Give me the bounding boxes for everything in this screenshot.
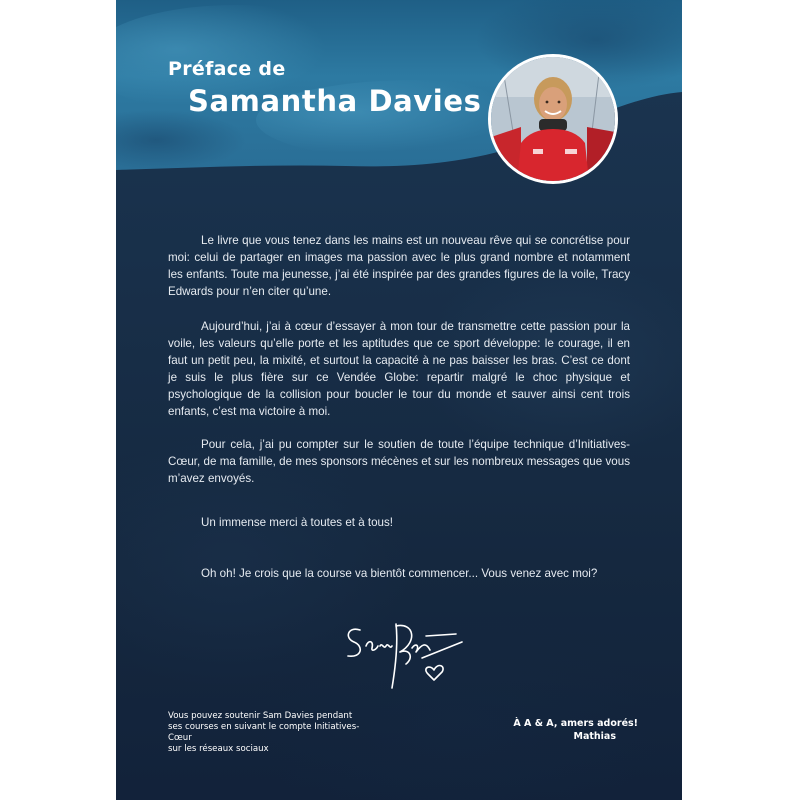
- preface-label: Préface de: [168, 58, 286, 80]
- paragraph-1: Le livre que vous tenez dans les mains est un nouveau rêve qui se concrétise pour moi: celui de partager en images ma passion avec le plus grand nombre et notamment les enfants. Toute ma jeunesse, j’ai été inspirée par des grandes figures de la voile, Tracy Edwards pour n’en citer qu’une.: [168, 234, 630, 298]
- support-note: Vous pouvez soutenir Sam Davies pendant ses courses en suivant le compte Initiatives-Cœur sur les réseaux sociaux: [168, 711, 360, 754]
- author-portrait: [488, 54, 618, 184]
- paragraph-4: Un immense merci à toutes et à tous!: [201, 516, 394, 529]
- handwritten-signature-icon: [338, 612, 468, 692]
- paragraph-5: Oh oh! Je crois que la course va bientôt commencer... Vous venez avec moi?: [201, 567, 598, 580]
- dedication: À A & A, amers adorés! Mathias: [513, 718, 638, 742]
- paragraph-2: Aujourd’hui, j’ai à cœur d’essayer à mon tour de transmettre cette passion pour la voile, les valeurs qu’elle porte et les aptitudes que ce sport développe: le courage, il en faut un petit peu, la mixité, et surtout la capacité à ne pas baisser les bras. C’est ce dont je suis le plus fière sur ce Vendée Globe: repartir malgré le choc physique et psychologique de la collision pour boucler le tour du monde et sauver ainsi cent trois enfants, c’est ma victoire à moi.: [168, 320, 630, 418]
- portrait-photo-icon: [491, 57, 615, 181]
- paragraph-3: Pour cela, j’ai pu compter sur le soutien de toute l’équipe technique d’Initiatives-Cœur, de ma famille, de mes sponsors mécènes et sur les nombreux messages que vous m’avez envoyés.: [168, 438, 630, 485]
- author-name-title: Samantha Davies: [188, 84, 482, 118]
- book-page: [116, 0, 682, 800]
